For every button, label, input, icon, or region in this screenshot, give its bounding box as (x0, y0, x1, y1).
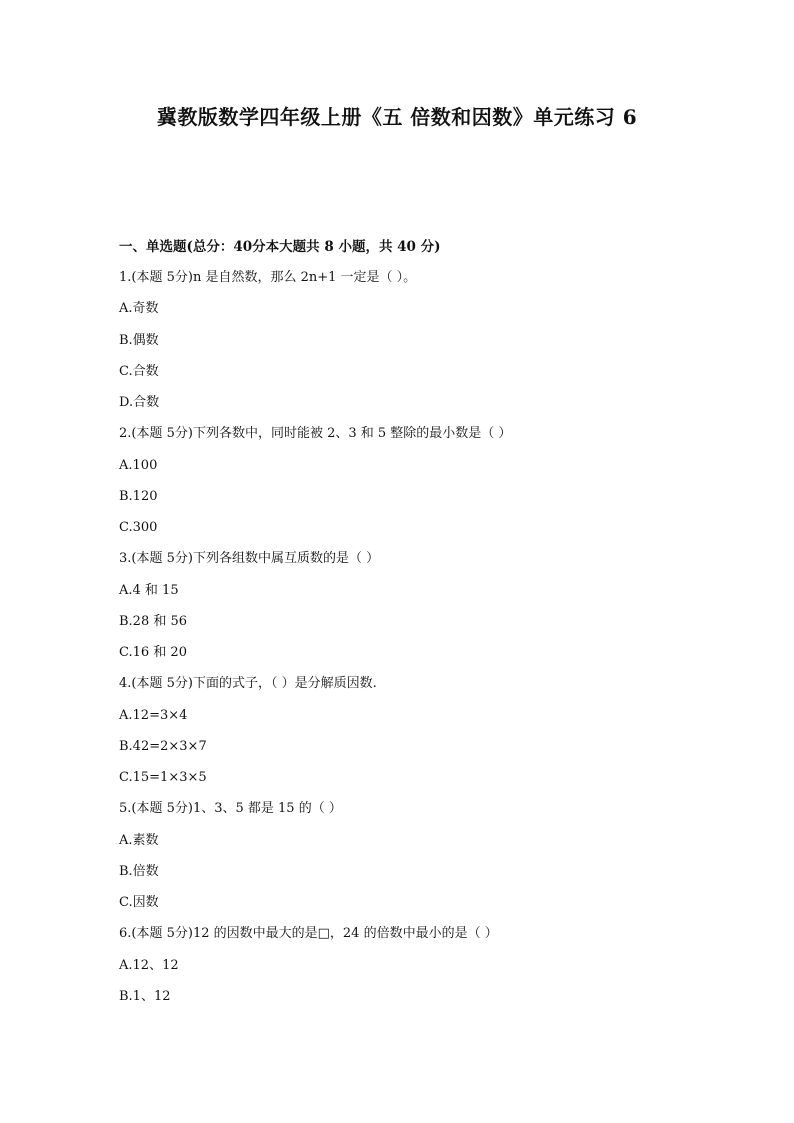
question-list (119, 268, 719, 1018)
question-stem-1: 1.(本题 5分)n 是自然数，那么 2n+1 一定是（ ）。 (119, 270, 417, 285)
option-5a: A.素数 (119, 832, 159, 848)
option-3b: B.28 和 56 (119, 613, 188, 629)
option-5b: B.倍数 (119, 863, 159, 879)
option-2b: B.120 (119, 488, 158, 504)
question-stem-4: 4.(本题 5分)下面的式子，（ ）是分解质因数. (119, 676, 377, 692)
option-4a: A.12=3×4 (119, 707, 188, 723)
question-stem-5: 5.(本题 5分)1、3、5 都是 15 的（ ） (119, 801, 342, 817)
option-6a: A.12、12 (119, 957, 179, 973)
option-4c: C.15=1×3×5 (119, 770, 207, 785)
option-2c: C.300 (119, 520, 158, 535)
question-stem-3: 3.(本题 5分)下列各组数中属互质数的是（ ） (119, 551, 380, 567)
option-1d: D.合数 (119, 395, 160, 410)
section-heading: 一、单选题(总分：40分本大题共 8 小题，共 40 分) (119, 239, 441, 255)
option-1c: C.合数 (119, 363, 159, 379)
option-1a: A.奇数 (119, 301, 159, 317)
option-5c: C.因数 (119, 895, 159, 910)
option-6b: B.1、12 (119, 988, 171, 1004)
question-stem-2: 2.(本题 5分)下列各数中，同时能被 2、3 和 5 整除的最小数是（ ） (119, 426, 512, 442)
option-3c: C.16 和 20 (119, 645, 187, 660)
page-title: 冀教版数学四年级上册《五 倍数和因数》单元练习 6 (156, 105, 638, 129)
question-stem-6: 6.(本题 5分)12 的因数中最大的是□，24 的倍数中最小的是（ ） (119, 926, 498, 942)
option-2a: A.100 (119, 457, 158, 473)
option-1b: B.偶数 (119, 332, 159, 348)
option-3a: A.4 和 15 (119, 582, 179, 598)
option-4b: B.42=2×3×7 (119, 738, 207, 754)
